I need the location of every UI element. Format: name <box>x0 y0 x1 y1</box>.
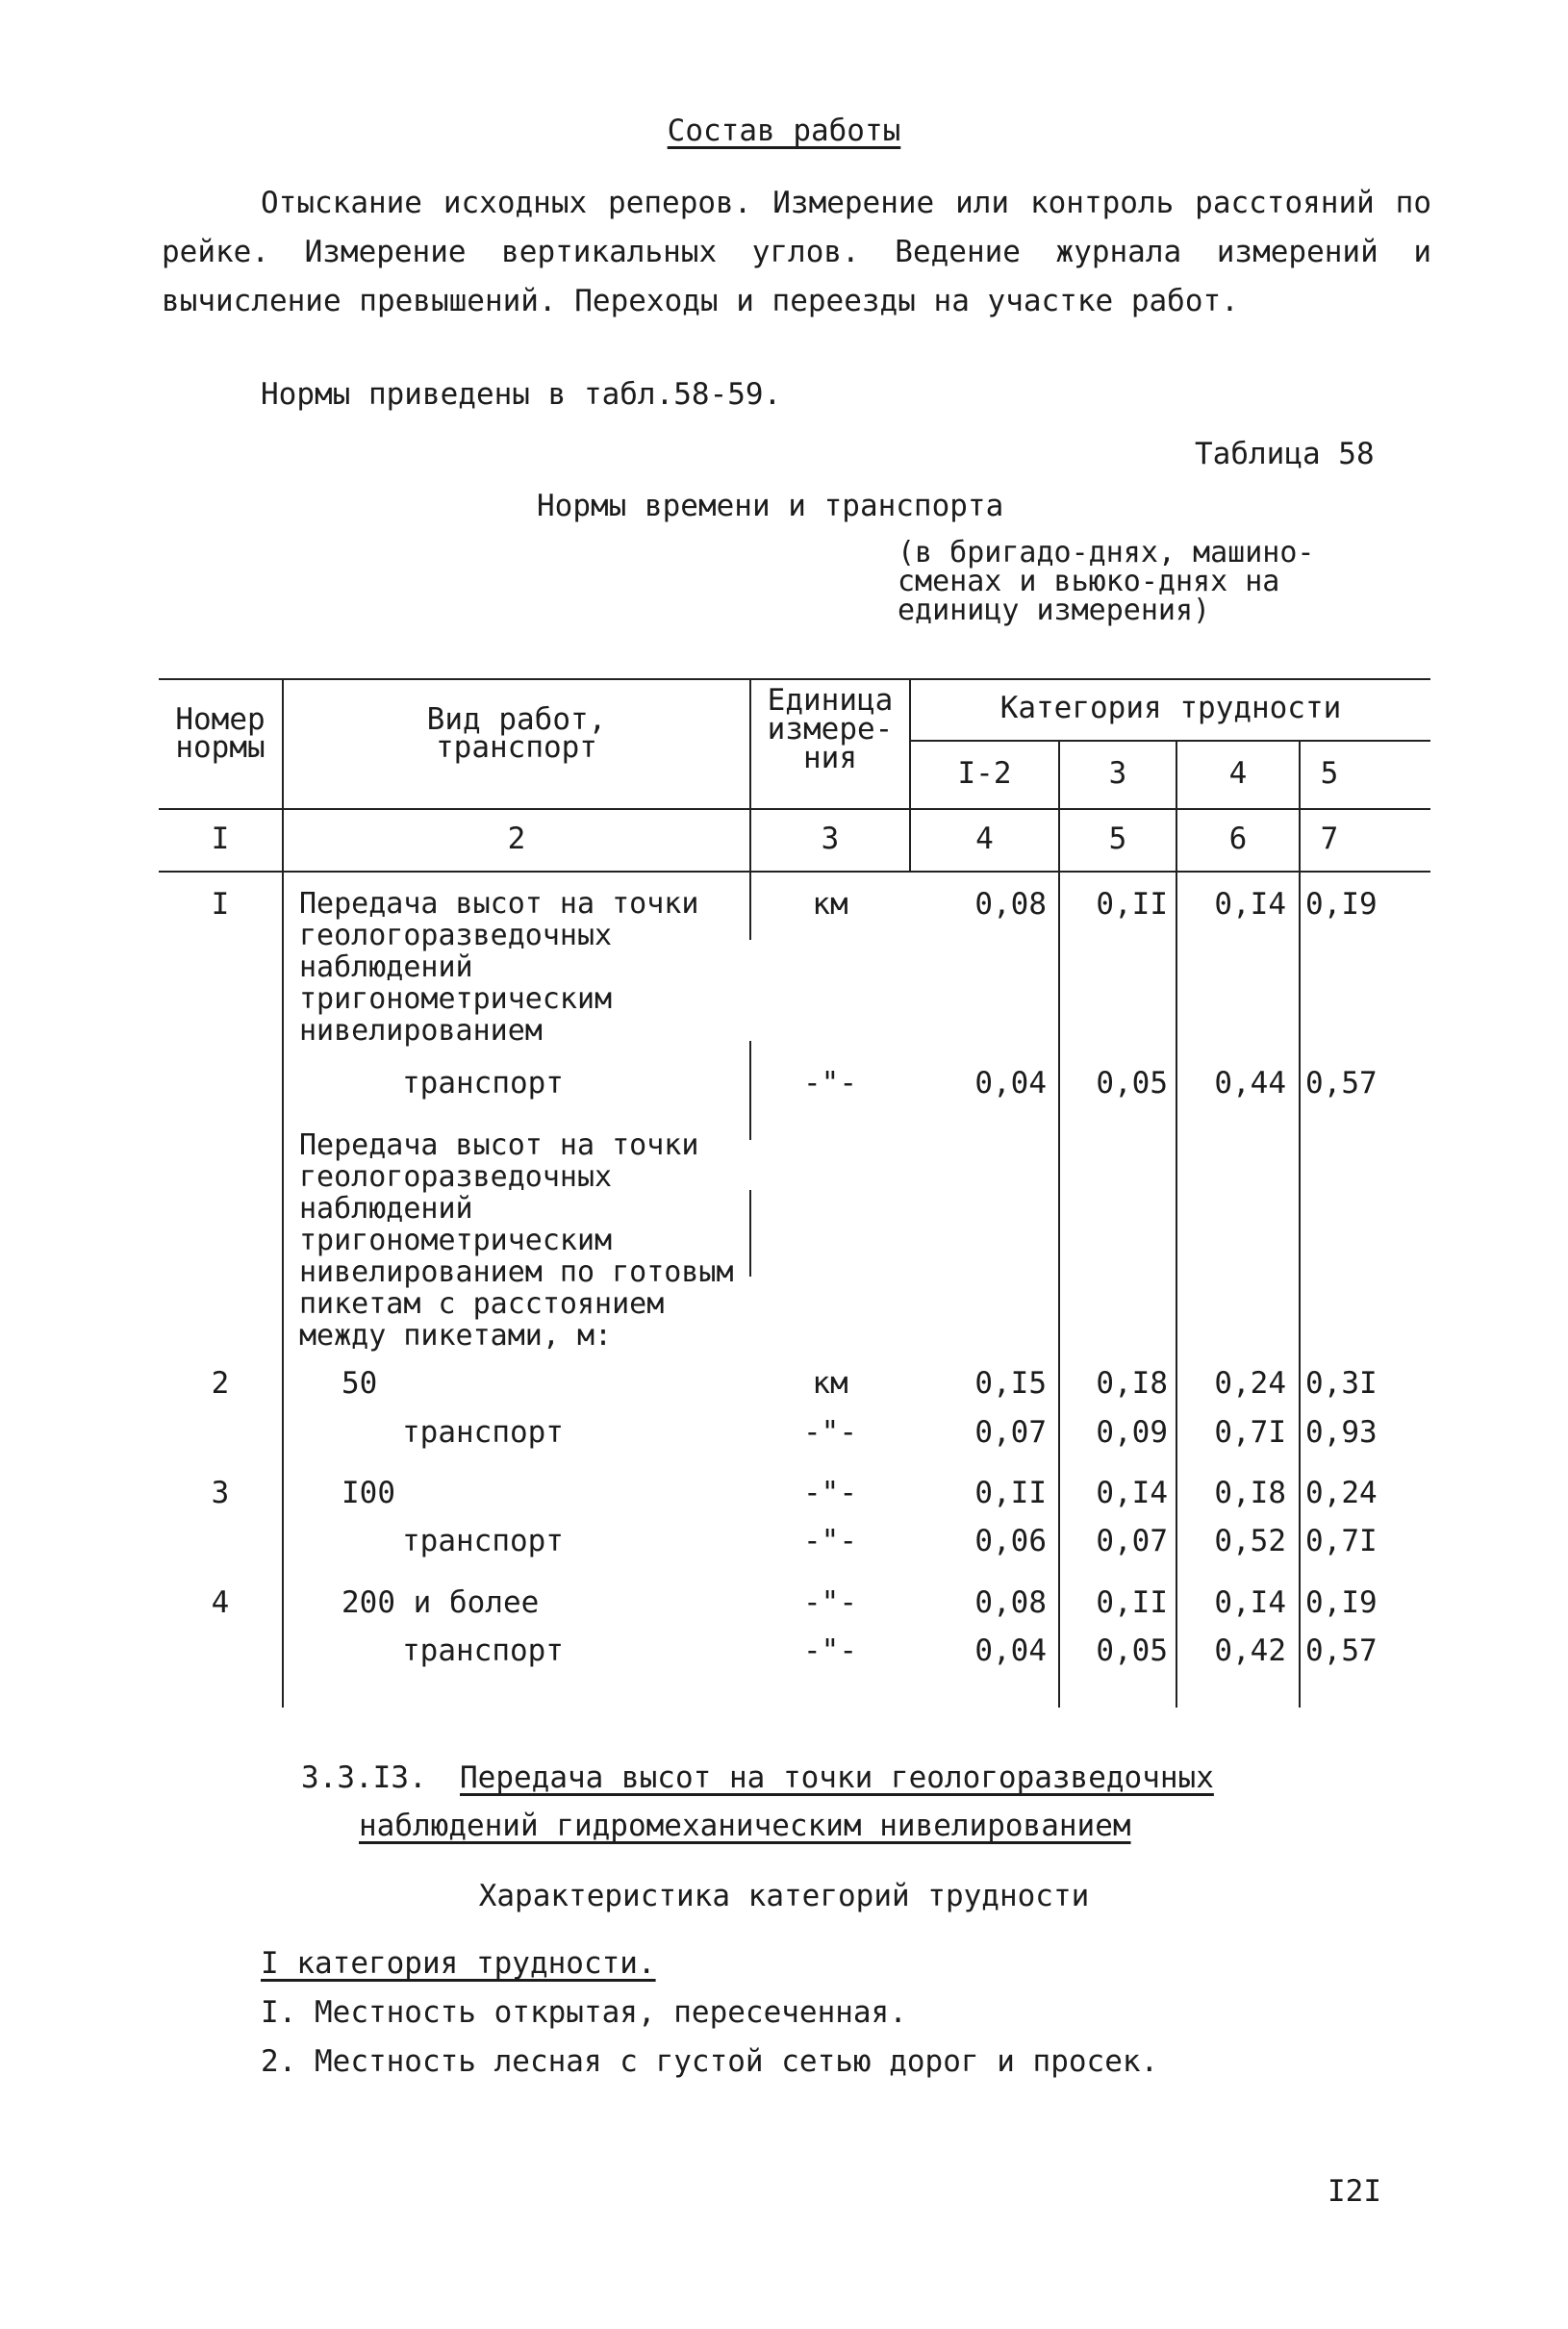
col-divider <box>1299 740 1301 1708</box>
value-cell: 0,09 <box>1096 1415 1168 1450</box>
header-category: 3 <box>1108 756 1127 791</box>
header-category: 4 <box>1228 756 1248 791</box>
units-note-line: (в бригадо-днях, машино- <box>898 536 1315 570</box>
value-cell: 0,I8 <box>1096 1366 1168 1401</box>
section-number: 3.3.I3. <box>301 1760 427 1795</box>
column-number: 6 <box>1228 822 1248 856</box>
work-description: Передача высот на точки геологоразведочных наблюдений тригонометрическим нивелированием <box>299 887 699 1048</box>
value-cell: 0,II <box>1096 887 1168 922</box>
value-cell: 0,3I <box>1305 1366 1378 1401</box>
header-bottom-rule <box>159 808 1430 810</box>
units-note <box>898 536 1315 627</box>
value-cell: 0,I4 <box>1214 887 1286 922</box>
norm-number: 2 <box>211 1366 230 1401</box>
value-cell: 0,I9 <box>1305 1585 1378 1620</box>
col-divider <box>1176 740 1177 1708</box>
composition-title: Состав работы <box>667 114 901 148</box>
column-number: 2 <box>507 822 526 856</box>
value-cell: 0,08 <box>974 887 1047 922</box>
section-title-line: Передача высот на точки геологоразведочных <box>460 1760 1214 1795</box>
difficulty-subtitle: Характеристика категорий трудности <box>478 1879 1090 1913</box>
header-work-type: Вид работ, транспорт <box>426 702 607 765</box>
value-cell: 0,II <box>1096 1585 1168 1620</box>
work-description: транспорт <box>402 1415 564 1450</box>
value-cell: 0,57 <box>1305 1633 1378 1668</box>
value-cell: 0,05 <box>1096 1633 1168 1668</box>
value-cell: 0,I4 <box>1214 1585 1286 1620</box>
work-description: 50 <box>341 1366 378 1401</box>
value-cell: 0,07 <box>1096 1524 1168 1558</box>
value-cell: 0,24 <box>1214 1366 1286 1401</box>
section-title-line: наблюдений гидромеханическим нивелированием <box>359 1809 1131 1843</box>
value-cell: 0,I5 <box>974 1366 1047 1401</box>
value-cell: 0,I9 <box>1305 887 1378 922</box>
category-item: I. Местность открытая, пересеченная. <box>261 1995 907 2030</box>
value-cell: 0,44 <box>1214 1066 1286 1101</box>
unit-cell: -"- <box>803 1633 857 1668</box>
norms-table <box>159 671 1430 1719</box>
value-cell: 0,07 <box>974 1415 1047 1450</box>
unit-cell: -"- <box>803 1524 857 1558</box>
value-cell: 0,05 <box>1096 1066 1168 1101</box>
value-cell: 0,04 <box>974 1633 1047 1668</box>
composition-text: Отыскание исходных реперов. Измерение или контроль расстояний по рейке. Измерение вертикальных углов. Ведение журнала измерений и вычисление превышений. Переходы и переезды на участке работ. <box>162 186 1431 318</box>
value-cell: 0,42 <box>1214 1633 1286 1668</box>
unit-cell: -"- <box>803 1066 857 1101</box>
work-description: транспорт <box>402 1633 564 1668</box>
value-cell: 0,7I <box>1305 1524 1378 1558</box>
norms-reference: Нормы приведены в табл.58-59. <box>261 377 782 412</box>
unit-cell: -"- <box>803 1585 857 1620</box>
column-number: 7 <box>1320 822 1339 856</box>
column-number: 4 <box>975 822 994 856</box>
unit-cell: км <box>812 1366 848 1401</box>
col-divider <box>1058 740 1060 1708</box>
value-cell: 0,7I <box>1214 1415 1286 1450</box>
header-difficulty: Категория трудности <box>999 691 1342 725</box>
value-cell: 0,06 <box>974 1524 1047 1558</box>
page-number: I2I <box>1328 2174 1381 2209</box>
unit-cell: -"- <box>803 1476 857 1510</box>
work-description: 200 и более <box>341 1585 540 1620</box>
column-number: 3 <box>821 822 840 856</box>
header-category: 5 <box>1320 756 1339 791</box>
value-cell: 0,08 <box>974 1585 1047 1620</box>
unit-cell: -"- <box>803 1415 857 1450</box>
header-unit: Единица измере- ния <box>767 683 894 775</box>
norm-number: 3 <box>211 1476 230 1510</box>
value-cell: 0,04 <box>974 1066 1047 1101</box>
category-heading: I категория трудности. <box>261 1946 656 1981</box>
table-title: Нормы времени и транспорта <box>537 489 1004 523</box>
units-note-line: единицу измерения) <box>898 594 1211 627</box>
column-number: 5 <box>1108 822 1127 856</box>
work-description: I00 <box>341 1476 395 1510</box>
col-number-rule <box>159 871 1430 873</box>
value-cell: 0,52 <box>1214 1524 1286 1558</box>
value-cell: 0,57 <box>1305 1066 1378 1101</box>
header-norm-number: Номер нормы <box>175 702 266 765</box>
column-number: I <box>211 822 230 856</box>
unit-cell: км <box>812 887 848 922</box>
value-cell: 0,24 <box>1305 1476 1378 1510</box>
work-description: транспорт <box>402 1524 564 1558</box>
work-description: Передача высот на точки геологоразведочных наблюдений тригонометрическим нивелированием по готовым пикетам с расстоянием между пикетами, м: <box>299 1128 734 1353</box>
value-cell: 0,I4 <box>1096 1476 1168 1510</box>
units-note-line: сменах и вьюко-днях на <box>898 565 1280 598</box>
category-header-rule <box>909 740 1430 742</box>
value-cell: 0,I8 <box>1214 1476 1286 1510</box>
work-description: транспорт <box>402 1066 564 1101</box>
table-number: Таблица 58 <box>1195 437 1375 471</box>
norm-number: I <box>211 887 230 922</box>
value-cell: 0,93 <box>1305 1415 1378 1450</box>
col-divider <box>282 871 284 1708</box>
value-cell: 0,II <box>974 1476 1047 1510</box>
category-item: 2. Местность лесная с густой сетью дорог и просек. <box>261 2044 1159 2079</box>
table-top-rule <box>159 678 1430 680</box>
col-divider <box>749 1190 751 1277</box>
header-category: I-2 <box>957 756 1012 791</box>
norm-number: 4 <box>211 1585 230 1620</box>
